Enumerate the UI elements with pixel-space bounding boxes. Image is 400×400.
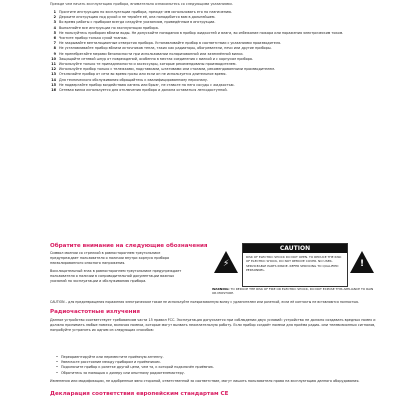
safety-item-text: Не пренебрегайте мерами безопасности при использовании поляризованной или заземлённой вилки. — [59, 51, 244, 56]
intro-text: Прежде чем начать эксплуатацию прибора, внимательно ознакомьтесь со следующими указаниями. — [50, 2, 233, 6]
safety-item-number: 14 — [51, 77, 56, 82]
exclamation-warning-icon: ! — [350, 251, 374, 273]
section-title-caution: Обратите внимание на следующие обозначения — [50, 243, 208, 249]
caution-panel — [210, 243, 378, 299]
lightning-warning-icon: ⚡ — [214, 251, 238, 273]
safety-item-text: Сетевая вилка используется для отключения прибора и должна оставаться легкодоступной. — [59, 88, 228, 93]
safety-item-number: 2 — [53, 15, 56, 20]
safety-item-number: 9 — [53, 51, 56, 56]
safety-item-text: Держите инструкцию под рукой и не теряйте её, она понадобится вам в дальнейшем. — [59, 15, 216, 20]
safety-item-text: Отключайте прибор от сети во время грозы или если он не используется длительное время. — [59, 72, 227, 77]
radio-remedy-item: • Увеличьте расстояние между прибором и приёмником. — [56, 360, 376, 365]
safety-item-number: 1 — [53, 10, 56, 14]
safety-item — [50, 88, 380, 93]
caution-paragraph: Восклицательный знак в равностороннем треугольнике предупреждает пользователя о наличии в сопроводительной документации важных указаний по эксплуатации и обслуживанию прибора. — [50, 269, 182, 283]
radio-remedy-item: • Подключите прибор к розетке другой цепи, чем та, к которой подключён приёмник. — [56, 365, 376, 370]
safety-item-text: Не подвергайте прибор воздействию капель или брызг, не ставьте на него сосуды с жидкостью. — [59, 82, 235, 87]
safety-item-number: 10 — [51, 56, 56, 61]
safety-item-number: 12 — [51, 67, 56, 72]
radio-paragraph: Данное устройство соответствует требованиям части 15 правил FCC. Эксплуатация допускается при соблюдении двух условий: устройство не должно создавать вредных помех и должно принимать любые помехи, включая помехи, которые могут вызвать нежелательную работу. Если прибор создаёт помехи для приёма радио- или телевизионных сигналов, попробуйте устранить их одним из следующих способов: — [50, 318, 376, 332]
warning-text — [212, 287, 376, 296]
safety-item-number: 15 — [51, 82, 56, 87]
safety-item-text: Не закрывайте вентиляционные отверстия прибора. Устанавливайте прибор в соответствии с указаниями производителя. — [59, 41, 282, 46]
safety-item-number: 6 — [53, 36, 56, 41]
section-title-ce: Декларация соответствия европейским стандартам CE — [50, 391, 229, 397]
safety-item-number: 16 — [51, 88, 56, 93]
safety-item-number: 4 — [53, 25, 56, 30]
radio-remedies-list — [56, 355, 376, 376]
safety-item-text: Чистите прибор только сухой тканью. — [59, 36, 128, 41]
safety-item-text: Для технического обслуживания обращайтесь к квалифицированному персоналу. — [59, 77, 209, 82]
safety-item-text: Не пользуйтесь прибором вблизи воды. Не допускайте попадания в прибор жидкостей и влаги, во избежание пожара или поражения электрическим током. — [59, 30, 344, 35]
caution-label — [242, 243, 348, 287]
caution-body: RISK OF ELECTRIC SHOCK DO NOT OPEN. TO REDUCE THE RISK OF ELECTRIC SHOCK, DO NOT REMOVE COVER. NO USER-SERVICEABLE PARTS INSIDE. REFER SERVICING TO QUALIFIED PERSONNEL. — [246, 255, 342, 273]
warning-label: WARNING: — [212, 287, 230, 291]
section-title-radio: Радиочастотные излучения — [50, 309, 140, 315]
safety-instructions-list — [50, 10, 380, 93]
safety-item-number: 8 — [53, 46, 56, 51]
radio-remedy-item: • Переориентируйте или переместите приёмную антенну. — [56, 355, 376, 360]
safety-item-text: Защищайте сетевой шнур от повреждений, особенно в местах соединения с вилкой и с корпусом прибора. — [59, 56, 254, 61]
safety-item-number: 5 — [53, 30, 56, 35]
safety-item-number: 7 — [53, 41, 56, 46]
safety-item-text: Во время работы с прибором всегда следуйте указаниям, приведённым в инструкции. — [59, 20, 216, 25]
safety-item-text: Выполняйте все инструкции по эксплуатации прибора. — [59, 25, 159, 30]
safety-item-text: Не устанавливайте прибор вблизи источников тепла, таких как радиаторы, обогреватели, печи или другие приборы. — [59, 46, 272, 51]
safety-item-number: 3 — [53, 20, 56, 25]
caution-note: CAUTION – для предотвращения поражения электрическим током не используйте поляризованную вилку с удлинителем или розеткой, если её контакты не вставляются полностью. — [50, 300, 360, 304]
caution-header: CAUTION — [243, 244, 347, 253]
warning-body: TO REDUCE THE RISK OF FIRE OR ELECTRIC SHOCK, DO NOT EXPOSE THIS APPLIANCE TO RAIN OR MOISTURE. — [212, 287, 374, 296]
safety-item-number: 11 — [51, 62, 56, 67]
caution-description — [50, 251, 190, 287]
safety-item-text: Используйте только те принадлежности и аксессуары, которые рекомендованы производителем. — [59, 62, 237, 67]
safety-item-number: 13 — [51, 72, 56, 77]
radio-remedy-item: • Обратитесь за помощью к дилеру или опытному радиотелемастеру. — [56, 371, 376, 376]
safety-item-text: Используйте прибор только с тележками, подставками, штативами или столами, рекомендованными производителем. — [59, 67, 276, 72]
caution-paragraph: Символ молнии со стрелкой в равностороннем треугольнике предупреждает пользователя о наличии внутри корпуса прибора неизолированного опасного напряжения. — [50, 251, 170, 265]
safety-item-text: Прочтите инструкцию по эксплуатации прибора, прежде чем использовать его по назначению. — [59, 10, 233, 14]
radio-final-text: Изменения или модификации, не одобренные явно стороной, ответственной за соответствие, могут лишить пользователя права на эксплуатацию данного оборудования. — [50, 379, 360, 383]
